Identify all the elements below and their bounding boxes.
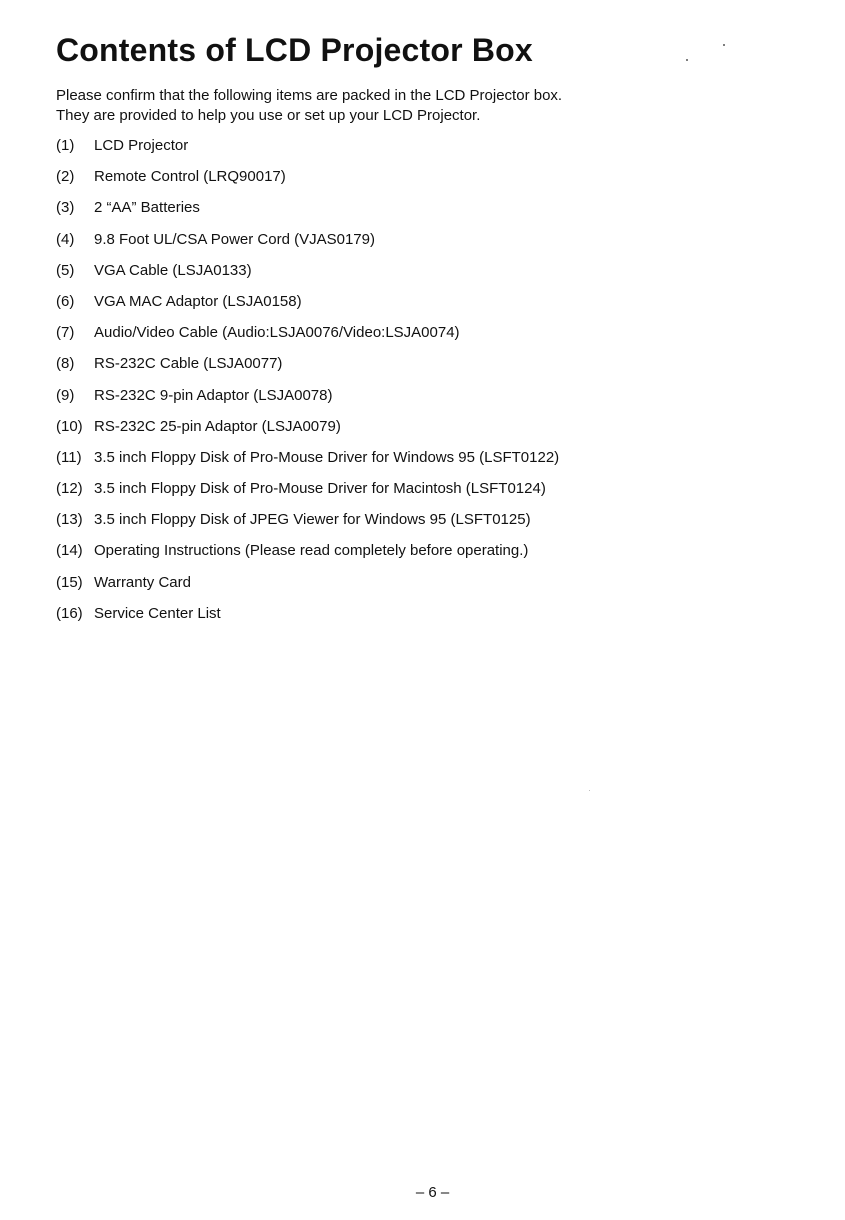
list-item [56, 604, 559, 635]
scan-speck [723, 44, 725, 46]
item-text: Audio/Video Cable (Audio:LSJA0076/Video:LSJA0074) [94, 324, 460, 342]
scan-speck [589, 790, 590, 791]
item-number: (4) [56, 230, 75, 248]
item-text: 3.5 inch Floppy Disk of JPEG Viewer for Windows 95 (LSFT0125) [94, 511, 531, 529]
item-text: Remote Control (LRQ90017) [94, 168, 286, 186]
page-title: Contents of LCD Projector Box [56, 32, 533, 68]
list-item [56, 510, 559, 541]
list-item [56, 136, 559, 167]
item-number: (2) [56, 168, 75, 186]
item-number: (16) [56, 604, 83, 622]
item-text: 3.5 inch Floppy Disk of Pro-Mouse Driver for Windows 95 (LSFT0122) [94, 448, 560, 466]
scan-speck [686, 59, 688, 61]
list-item [56, 292, 559, 323]
list-item [56, 167, 559, 198]
item-number: (11) [56, 448, 82, 466]
item-number: (10) [56, 417, 83, 435]
page-number: – 6 – [415, 1184, 450, 1201]
item-text: RS-232C Cable (LSJA0077) [94, 355, 283, 373]
list-item [56, 386, 559, 417]
item-text: 3.5 inch Floppy Disk of Pro-Mouse Driver for Macintosh (LSFT0124) [94, 480, 546, 498]
item-number: (9) [56, 386, 75, 404]
list-item [56, 541, 559, 572]
item-number: (5) [56, 261, 75, 279]
item-number: (1) [56, 137, 75, 154]
contents-list [56, 136, 559, 635]
intro-paragraph [56, 86, 562, 126]
list-item [56, 448, 559, 479]
item-text: 2 “AA” Batteries [94, 199, 200, 217]
item-number: (8) [56, 355, 75, 373]
list-item [56, 573, 559, 604]
list-item [56, 230, 559, 261]
item-text: Service Center List [94, 604, 221, 622]
item-text: RS-232C 9-pin Adaptor (LSJA0078) [94, 386, 333, 404]
item-text: LCD Projector [94, 137, 189, 154]
item-number: (6) [56, 292, 75, 310]
item-number: (3) [56, 199, 75, 217]
item-text: VGA Cable (LSJA0133) [94, 261, 252, 279]
item-number: (15) [56, 573, 83, 591]
item-text: 9.8 Foot UL/CSA Power Cord (VJAS0179) [94, 230, 375, 248]
list-item [56, 479, 559, 510]
item-text: Operating Instructions (Please read completely before operating.) [94, 542, 529, 560]
list-item [56, 323, 559, 354]
item-number: (12) [56, 480, 83, 498]
intro-line: Please confirm that the following items are packed in the LCD Projector box. [56, 87, 563, 104]
item-number: (13) [56, 511, 83, 529]
list-item [56, 261, 559, 292]
list-item [56, 417, 559, 448]
intro-line: They are provided to help you use or set up your LCD Projector. [56, 107, 481, 124]
list-item [56, 198, 559, 229]
item-text: RS-232C 25-pin Adaptor (LSJA0079) [94, 417, 341, 435]
list-item [56, 354, 559, 385]
item-number: (7) [56, 324, 75, 342]
item-number: (14) [56, 542, 83, 560]
item-text: VGA MAC Adaptor (LSJA0158) [94, 292, 302, 310]
item-text: Warranty Card [94, 573, 191, 591]
